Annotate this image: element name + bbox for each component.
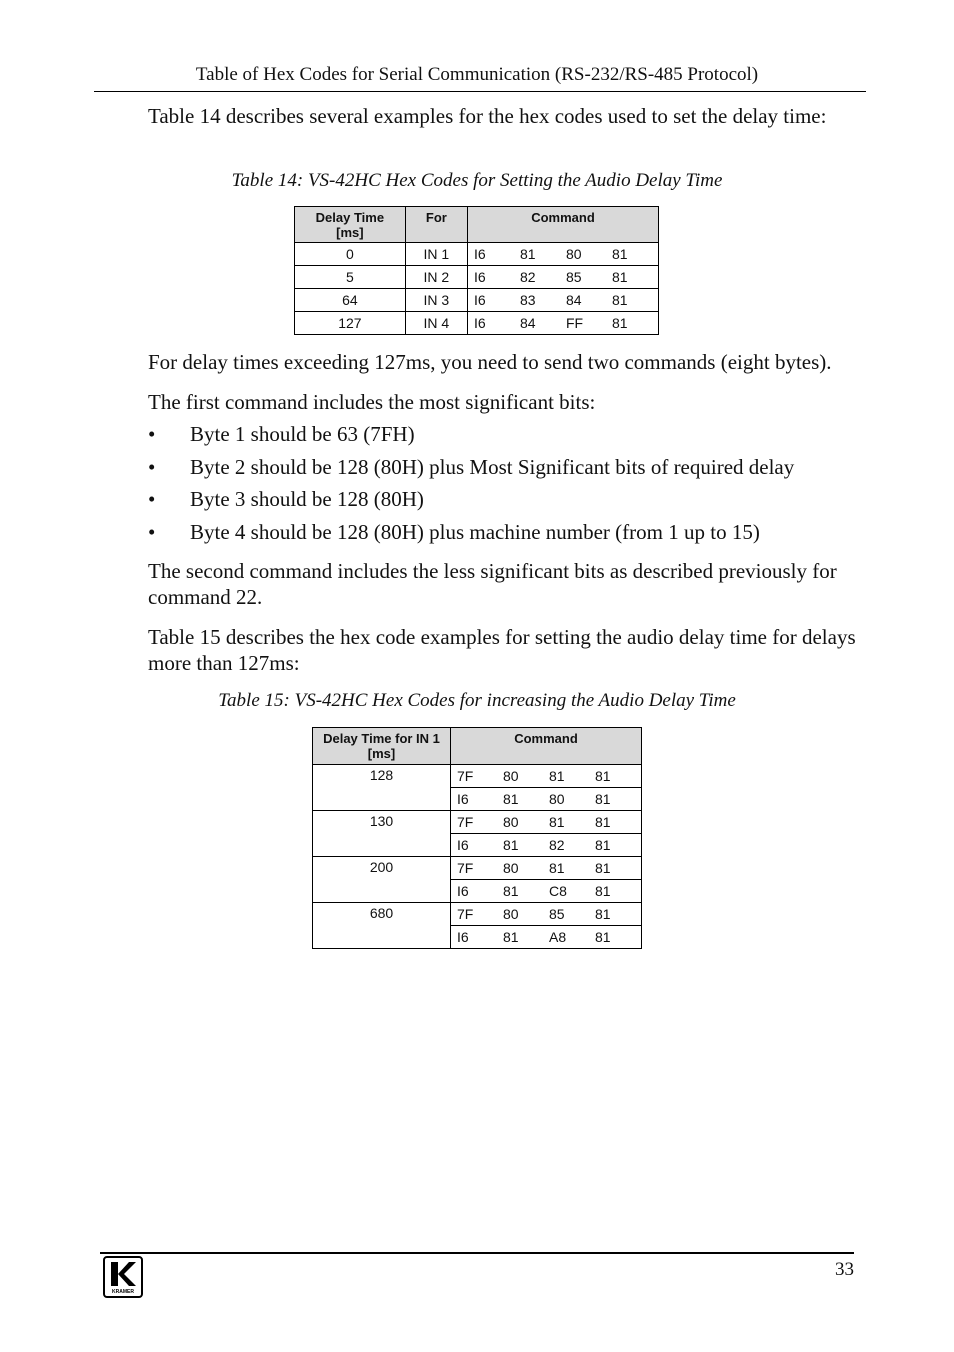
command-byte: FF <box>566 315 584 331</box>
table14-header-delay-line1: Delay Time <box>315 210 385 225</box>
table15-header-command: Command <box>451 728 642 765</box>
command-byte: 80 <box>549 791 565 807</box>
table15-cell-command <box>451 926 642 949</box>
command-byte: 81 <box>595 768 611 784</box>
footer-rule <box>100 1252 854 1254</box>
command-byte: I6 <box>474 315 486 331</box>
table-row <box>295 266 659 289</box>
list-item: • Byte 2 should be 128 (80H) plus Most Significant bits of required delay <box>148 454 868 487</box>
command-byte: 81 <box>503 837 519 853</box>
command-byte: 80 <box>503 814 519 830</box>
command-byte: I6 <box>474 246 486 262</box>
byte-bullet-list <box>148 421 868 551</box>
logo-wordmark: KRAMER <box>112 1289 134 1295</box>
command-byte: 80 <box>503 906 519 922</box>
table14-cell-delay: 5 <box>295 266 406 289</box>
command-byte: I6 <box>457 791 469 807</box>
command-byte: 81 <box>595 883 611 899</box>
command-byte: I6 <box>457 837 469 853</box>
table14-cell-command <box>468 312 659 335</box>
command-byte: 80 <box>566 246 582 262</box>
table15 <box>312 727 642 949</box>
command-byte: 81 <box>612 315 628 331</box>
table14-header-delay-line2: [ms] <box>336 225 364 240</box>
table-row <box>313 811 642 834</box>
command-byte: 81 <box>612 292 628 308</box>
table14-cell-delay: 64 <box>295 289 406 312</box>
command-byte: C8 <box>549 883 567 899</box>
header-rule <box>94 91 866 92</box>
table14-cell-for: IN 2 <box>405 266 467 289</box>
table14-header-delay <box>295 207 406 243</box>
command-byte: 81 <box>595 791 611 807</box>
command-byte: I6 <box>474 292 486 308</box>
command-byte: I6 <box>457 883 469 899</box>
table15-header-delay-line2: [ms] <box>367 746 396 761</box>
table15-cell-delay: 128 <box>313 765 451 811</box>
command-byte: 84 <box>566 292 582 308</box>
command-byte: 82 <box>520 269 536 285</box>
kramer-logo <box>103 1256 143 1298</box>
command-byte: 81 <box>503 791 519 807</box>
table-row <box>313 765 642 788</box>
table-row <box>313 857 642 880</box>
first-command-paragraph: The first command includes the most significant bits: <box>148 390 596 414</box>
command-byte: 85 <box>549 906 565 922</box>
command-byte: 81 <box>612 246 628 262</box>
command-byte: 81 <box>549 860 565 876</box>
command-byte: I6 <box>474 269 486 285</box>
table14-cell-command <box>468 266 659 289</box>
table15-cell-command <box>451 788 642 811</box>
command-byte: 81 <box>520 246 536 262</box>
command-byte: 81 <box>595 929 611 945</box>
table15-cell-delay: 680 <box>313 903 451 949</box>
command-byte: 85 <box>566 269 582 285</box>
command-byte: 83 <box>520 292 536 308</box>
command-byte: 81 <box>503 883 519 899</box>
command-byte: 7F <box>457 814 474 830</box>
command-byte: 81 <box>595 814 611 830</box>
intro-table15-paragraph: Table 15 describes the hex code examples for setting the audio delay time for delays more than 127ms: <box>148 625 856 675</box>
table15-cell-command <box>451 903 642 926</box>
intro-table14-paragraph: Table 14 describes several examples for the hex codes used to set the delay time: <box>148 104 827 128</box>
command-byte: 81 <box>549 768 565 784</box>
table14-header-for: For <box>405 207 467 243</box>
command-byte: 80 <box>503 768 519 784</box>
table-row <box>295 289 659 312</box>
table14-cell-for: IN 4 <box>405 312 467 335</box>
list-item: • Byte 1 should be 63 (7FH) <box>148 421 868 454</box>
table15-cell-command <box>451 880 642 903</box>
table15-header-delay-line1: Delay Time for IN 1 <box>323 731 440 746</box>
table15-cell-command <box>451 765 642 788</box>
table14-cell-for: IN 3 <box>405 289 467 312</box>
command-byte: 81 <box>503 929 519 945</box>
table14-header-command: Command <box>468 207 659 243</box>
table14-cell-delay: 0 <box>295 243 406 266</box>
table14-header-row <box>295 207 659 243</box>
table-row <box>313 903 642 926</box>
table15-cell-delay: 130 <box>313 811 451 857</box>
command-byte: 7F <box>457 906 474 922</box>
kramer-k-icon <box>105 1258 141 1296</box>
running-header: Table of Hex Codes for Serial Communication (RS-232/RS-485 Protocol) <box>195 64 759 85</box>
command-byte: 81 <box>595 860 611 876</box>
exceed-paragraph: For delay times exceeding 127ms, you need to send two commands (eight bytes). <box>148 350 832 374</box>
table14-cell-command <box>468 243 659 266</box>
command-byte: 84 <box>520 315 536 331</box>
command-byte: 81 <box>595 906 611 922</box>
command-byte: 81 <box>595 837 611 853</box>
table14-cell-for: IN 1 <box>405 243 467 266</box>
table15-caption: Table 15: VS-42HC Hex Codes for increasing the Audio Delay Time <box>218 690 736 711</box>
table15-cell-delay: 200 <box>313 857 451 903</box>
command-byte: 7F <box>457 768 474 784</box>
table14-caption: Table 14: VS-42HC Hex Codes for Setting the Audio Delay Time <box>231 170 723 191</box>
table15-cell-command <box>451 857 642 880</box>
page-number: 33 <box>835 1259 854 1280</box>
table15-cell-command <box>451 834 642 857</box>
command-byte: 82 <box>549 837 565 853</box>
command-byte: 81 <box>612 269 628 285</box>
table15-header-row <box>313 728 642 765</box>
command-byte: I6 <box>457 929 469 945</box>
command-byte: 7F <box>457 860 474 876</box>
list-item: • Byte 4 should be 128 (80H) plus machine number (from 1 up to 15) <box>148 519 868 552</box>
table14-cell-command <box>468 289 659 312</box>
table14 <box>294 206 659 335</box>
table-row <box>295 312 659 335</box>
command-byte: 81 <box>549 814 565 830</box>
list-item: • Byte 3 should be 128 (80H) <box>148 486 868 519</box>
second-command-paragraph: The second command includes the less significant bits as described previously for command 22. <box>148 559 837 609</box>
table-row <box>295 243 659 266</box>
table15-header-delay <box>313 728 451 765</box>
table14-cell-delay: 127 <box>295 312 406 335</box>
table15-cell-command <box>451 811 642 834</box>
command-byte: A8 <box>549 929 567 945</box>
command-byte: 80 <box>503 860 519 876</box>
